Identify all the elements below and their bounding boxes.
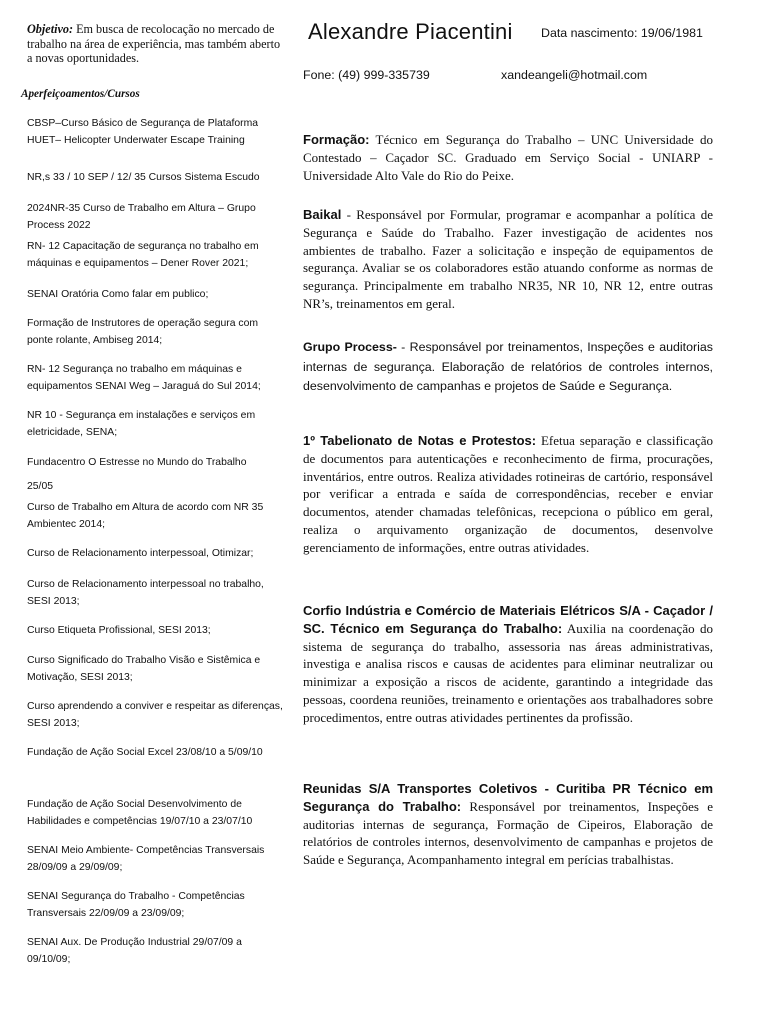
course-item: Curso de Relacionamento interpessoal, Otimizar; [27,548,254,559]
course-item: Fundacentro O Estresse no Mundo do Trabalho [27,457,247,468]
section-label: 1º Tabelionato de Notas e Protestos: [303,433,537,448]
section-label: Baikal [303,207,342,222]
section-tabelionato [303,432,713,557]
course-item: CBSP–Curso Básico de Segurança de Plataforma HUET– Helicopter Underwater Escape Training [27,118,259,146]
course-item: SENAI Oratória Como falar em publico; [27,289,209,300]
section-formation [303,131,713,184]
course-item: Fundação de Ação Social Excel 23/08/10 a 5/09/10 [27,747,263,758]
course-item: 2024NR-35 Curso de Trabalho em Altura – Grupo Process 2022 [27,203,256,231]
course-item: Curso Etiqueta Profissional, SESI 2013; [27,625,211,636]
courses-heading: Aperfeiçoamentos/Cursos [21,88,140,100]
objective-text: Em busca de recolocação no mercado de trabalho na área de experiência, mas também aberto a novas oportunidades. [27,22,281,66]
course-item: Curso Significado do Trabalho Visão e Sistêmica e Motivação, SESI 2013; [27,655,261,683]
section-label: Formação: [303,132,370,147]
course-item: Curso de Trabalho em Altura de acordo com NR 35 Ambientec 2014; [27,502,264,530]
course-item: Formação de Instrutores de operação segura com ponte rolante, Ambiseg 2014; [27,318,259,346]
objective-block [27,22,282,66]
section-text: Auxilia na coordenação do sistema de segurança do trabalho, assessoria nas áreas administrativas, investiga e analisa riscos e causas de acidentes para eliminar neutralizar ou minimizar a exposição a riscos de acidente, garantindo a integridade das pessoas, coordena reuniões, treinamento e orientações aos trabalhadores sobre procedimentos, entre outras atividades pertinentes da profissão. [303,620,713,725]
section-text: - Responsável por Formular, programar e acompanhar a política de Segurança e Saúde do Trabalho. Fazer investigação de acidentes nos ambientes de trabalho. Fazer a solicitação e inspeção de equipamentos de segurança. Avaliar se os colaboradores estão atuando conforme as normas de segurança. Principalmente em trabalho NR35, NR 10, NR 12, entre outras NR’s, treinamentos em geral. [303,207,713,311]
phone-number: Fone: (49) 999-335739 [303,68,430,82]
course-item: 25/05 [27,481,54,492]
section-text: Técnico em Segurança do Trabalho – UNC Universidade do Contestado – Caçador SC. Graduado em Serviço Social - UNIARP - Universidade Alto Vale do Rio do Peixe. [303,132,713,183]
course-item: NR,s 33 / 10 SEP / 12/ 35 Cursos Sistema Escudo [27,172,260,183]
section-reunidas [303,780,713,869]
section-text: - Responsável por treinamentos, Inspeções e auditorias internas de segurança. Elaboração de relatórios de controles internos, desenvolvimento de campanhas e projetos de Saúde e Segurança. [303,340,713,393]
course-item: Curso aprendendo a conviver e respeitar as diferenças, SESI 2013; [27,701,283,729]
birth-date: Data nascimento: 19/06/1981 [541,26,703,40]
section-baikal [303,206,713,313]
objective-label: Objetivo: [27,22,74,36]
section-label: Reunidas S/A Transportes Coletivos - Curitiba PR Técnico em Segurança do Trabalho: [303,781,713,814]
candidate-name: Alexandre Piacentini [308,19,513,44]
course-item: RN- 12 Segurança no trabalho em máquinas e equipamentos SENAI Weg – Jaraguá do Sul 2014; [27,364,261,392]
section-text: Responsável por treinamentos, Inspeções e auditorias internas de segurança, Formação de Cipeiros, Elaboração de relatórios de controles internos, desenvolvimento de campanhas e projetos de Saúde e Segurança, Acompanhamento integral em perícias trabalhistas. [303,798,713,868]
section-label: Corfio Indústria e Comércio de Materiais Elétricos S/A - Caçador / SC. Técnico em Segurança do Trabalho: [303,603,713,636]
section-label: Grupo Process- [303,340,397,354]
course-item: NR 10 - Segurança em instalações e serviços em eletricidade, SENA; [27,410,256,438]
course-item: SENAI Segurança do Trabalho - Competências Transversais 22/09/09 a 23/09/09; [27,891,245,919]
section-corfio [303,602,713,727]
section-grupo-process [303,338,713,397]
course-item: SENAI Meio Ambiente- Competências Transversais 28/09/09 a 29/09/09; [27,845,265,873]
section-text: Efetua separação e classificação de documentos para autenticações e reconhecimento de firma, procurações, inventários, entre outros. Realiza atividades rotineiras de cartório, responsável por verificar a entrada e saída de correspondências, receber e enviar documentos, atender chamadas telefônicas, recepciona o público em geral, realiza o arquivamento organização de documentos, desenvolve gerenciamento de informações, entre outras atividades. [303,433,714,555]
course-item: RN- 12 Capacitação de segurança no trabalho em máquinas e equipamentos – Dener Rover 2021; [27,241,259,269]
email-address: xandeangeli@hotmail.com [501,68,648,82]
course-item: Curso de Relacionamento interpessoal no trabalho, SESI 2013; [27,579,264,607]
course-item: Fundação de Ação Social Desenvolvimento de Habilidades e competências 19/07/10 a 23/07/10 [27,799,253,827]
objective-paragraph [27,22,282,66]
course-item: SENAI Aux. De Produção Industrial 29/07/09 a 09/10/09; [27,937,242,965]
